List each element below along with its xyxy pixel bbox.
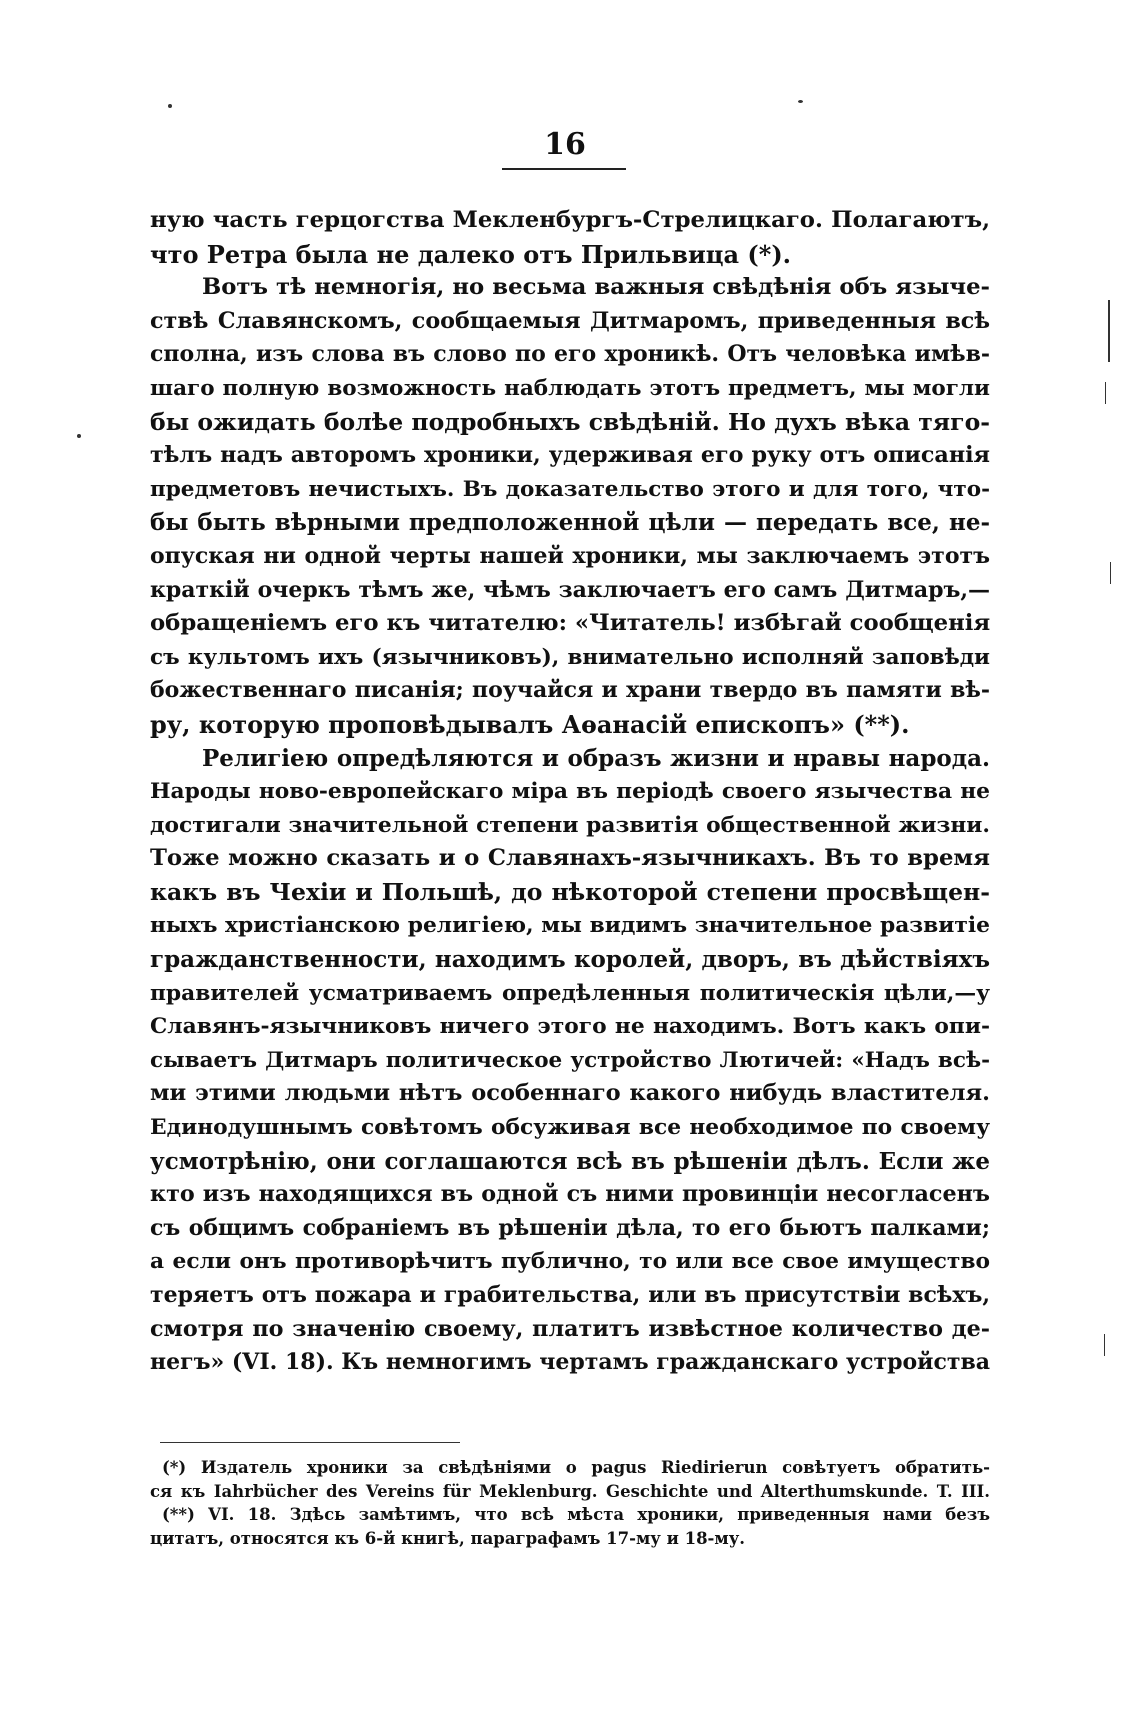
text-line: шаго полную возможность наблюдать этотъ предметъ, мы могли: [150, 375, 990, 401]
margin-mark: [1105, 382, 1106, 404]
text-line: Вотъ тѣ немногія, но весьма важныя свѣдѣнія объ язычe-: [202, 274, 990, 301]
margin-mark: [1110, 562, 1111, 584]
text-line: обращеніемъ его къ читателю: «Читатель! избѣгай сообщенія: [150, 610, 990, 637]
text-line: краткій очеркъ тѣмъ же, чѣмъ заключаетъ его самъ Дитмаръ,—: [150, 576, 990, 603]
footnote-line: (**) VI. 18. Здѣсь замѣтимъ, что всѣ мѣста хроники, приведенныя нами безъ: [162, 1505, 990, 1524]
footnotes: [150, 1456, 990, 1550]
text-line: опуская ни одной черты нашей хроники, мы заключаемъ этотъ: [150, 542, 990, 569]
footnote-line: цитатъ, относятся къ 6-й книгѣ, параграфамъ 17-му и 18-му.: [150, 1528, 746, 1548]
footnote-line: (*) Издатель хроники за свѣдѣніями о pagus Riedirierun совѣтуетъ обратить-: [162, 1458, 990, 1477]
text-line: правителей усматриваемъ опредѣленныя политическія цѣли,—у: [150, 980, 990, 1006]
text-line: кто изъ находящихся въ одной съ ними провинціи несогласенъ: [150, 1181, 990, 1208]
scan-speck: [168, 104, 172, 108]
text-line: усмотрѣнію, они соглашаются всѣ въ рѣшеніи дѣлъ. Если же: [150, 1147, 990, 1175]
body-text: [150, 204, 990, 1380]
margin-mark: [1104, 1334, 1105, 1356]
text-line: ствѣ Славянскомъ, сообщаемыя Дитмаромъ, приведенныя всѣ: [150, 307, 990, 334]
page-number: 16: [544, 127, 586, 162]
margin-mark: [1108, 300, 1110, 362]
text-line: какъ въ Чехіи и Польшѣ, до нѣкоторой степени просвѣщен-: [150, 877, 990, 906]
page-number-rule: [502, 168, 626, 170]
text-line: а если онъ противорѣчитъ публично, то или все свое имущество: [150, 1249, 990, 1275]
text-line: Славянъ-язычниковъ ничего этого не находимъ. Вотъ какъ опи-: [150, 1014, 990, 1040]
text-line: ныхъ христіанскою религіею, мы видимъ значительное развитіе: [150, 913, 990, 939]
text-line: ру, которую проповѣдывалъ Аѳанасій епископъ» (**).: [150, 709, 910, 739]
text-line: съ культомъ ихъ (язычниковъ), внимательно исполняй заповѣди: [150, 644, 990, 670]
text-line: ми этими людьми нѣтъ особеннаго какого нибудь властителя.: [150, 1080, 990, 1107]
footnote-line: ся къ Iahrbücher des Vereins für Meklenburg. Geschichte und Alterthumskunde. T. III.: [150, 1481, 990, 1501]
text-line: бы быть вѣрными предположенной цѣли — передать все, не-: [150, 509, 990, 537]
text-line: Единодушнымъ совѣтомъ обсуживая все необходимое по своему: [150, 1115, 990, 1141]
text-line: достигали значительной степени развитія общественной жизни.: [150, 812, 990, 838]
text-line: теряетъ отъ пожара и грабительства, или въ присутствіи всѣхъ,: [150, 1282, 990, 1308]
text-line: гражданственности, находимъ королей, дворъ, въ дѣйствіяхъ: [150, 946, 990, 974]
text-line: негъ» (VI. 18). Къ немногимъ чертамъ гражданскаго устройства: [150, 1349, 990, 1376]
text-line: что Ретра была не далеко отъ Прильвица (*).: [150, 239, 792, 269]
text-line: сываетъ Дитмаръ политическое устройство Лютичей: «Надъ всѣ-: [150, 1047, 990, 1073]
text-line: предметовъ нечистыхъ. Въ доказательство этого и для того, что-: [150, 476, 990, 502]
text-line: смотря по значенію своему, платитъ извѣстное количество де-: [150, 1315, 990, 1342]
text-line: съ общимъ собраніемъ въ рѣшеніи дѣла, то его бьютъ палками;: [150, 1214, 990, 1241]
scan-speck: [77, 434, 81, 438]
text-line: божественнаго писанія; поучайся и храни твердо въ памяти вѣ-: [150, 677, 990, 704]
scan-speck: [798, 100, 803, 103]
footnote-rule: [160, 1442, 460, 1443]
text-line: тѣлъ надъ авторомъ хроники, удерживая его руку отъ описанія: [150, 442, 990, 469]
text-line: Тоже можно сказать и о Славянахъ-язычникахъ. Въ то время: [150, 845, 990, 872]
text-line: бы ожидать болѣе подробныхъ свѣдѣній. Но духъ вѣка тяго-: [150, 407, 990, 436]
text-line: Народы ново-европейскаго міра въ періодѣ своего язычества не: [150, 779, 990, 805]
text-line: Религіею опредѣляются и образъ жизни и нравы народа.: [202, 744, 990, 772]
text-line: ную часть герцогства Мекленбургъ-Стрелицкаго. Полагаютъ,: [150, 207, 990, 233]
text-line: сполна, изъ слова въ слово по его хроникѣ. Отъ человѣка имѣв-: [150, 341, 990, 368]
